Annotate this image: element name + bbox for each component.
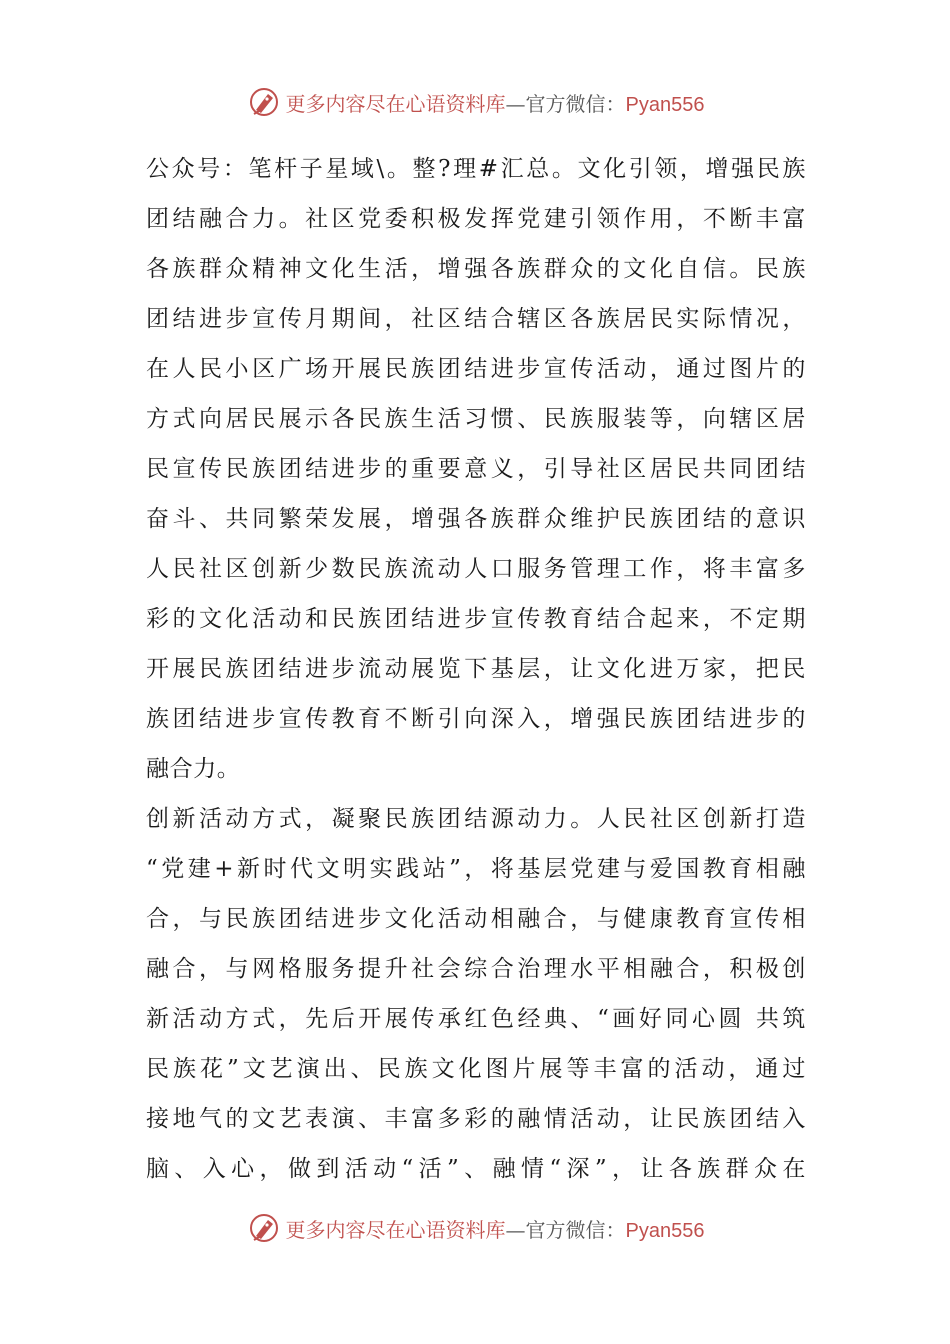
pen-nib-logo-icon <box>246 84 282 120</box>
text-line: 各族群众精神文化生活，增强各族群众的文化自信。民族 <box>146 256 806 282</box>
text-line: “党建+新时代文明实践站”，将基层党建与爱国教育相融 <box>146 856 806 882</box>
banner-text <box>286 1214 705 1243</box>
text-line: 新活动方式，先后开展传承红色经典、“画好同心圆 共筑 <box>146 1006 806 1032</box>
text-line: 团结融合力。社区党委积极发挥党建引领作用，不断丰富 <box>146 206 806 232</box>
text-line: 民族花”文艺演出、民族文化图片展等丰富的活动，通过 <box>146 1056 806 1082</box>
banner-wechat-label: 官方微信： <box>525 1217 626 1242</box>
text-line: 民宣传民族团结进步的重要意义，引导社区居民共同团结 <box>146 456 806 482</box>
text-line: 方式向居民展示各民族生活习惯、民族服装等，向辖区居 <box>146 406 806 432</box>
text-line: 合，与民族团结进步文化活动相融合，与健康教育宣传相 <box>146 906 806 932</box>
text-line: 奋斗、共同繁荣发展，增强各族群众维护民族团结的意识 <box>146 506 806 532</box>
banner-wechat-id: Pyan556 <box>625 93 705 116</box>
text-line: 融合，与网格服务提升社会综合治理水平相融合，积极创 <box>146 956 806 982</box>
banner-site-name: 更多内容尽在心语资料库 <box>285 91 506 116</box>
text-line: 开展民族团结进步流动展览下基层，让文化进万家，把民 <box>146 656 806 682</box>
text-line: 团结进步宣传月期间，社区结合辖区各族居民实际情况， <box>146 306 806 332</box>
text-line: 接地气的文艺表演、丰富多彩的融情活动，让民族团结入 <box>146 1106 806 1132</box>
banner-text <box>286 88 705 117</box>
text-line: 创新活动方式，凝聚民族团结源动力。人民社区创新打造 <box>146 806 806 832</box>
banner-dash: — <box>505 91 526 116</box>
text-line: 脑、入心，做到活动“活”、融情“深”，让各族群众在 <box>146 1156 806 1182</box>
document-body <box>146 144 806 1194</box>
text-line: 公众号：笔杆子星域\。整?理#汇总。文化引领，增强民族 <box>146 156 806 182</box>
text-line: 人民社区创新少数民族流动人口服务管理工作，将丰富多 <box>146 556 806 582</box>
footer-banner <box>0 1208 950 1248</box>
text-line: 在人民小区广场开展民族团结进步宣传活动，通过图片的 <box>146 356 806 382</box>
banner-wechat-label: 官方微信： <box>525 91 626 116</box>
banner-site-name: 更多内容尽在心语资料库 <box>285 1217 506 1242</box>
text-line: 族团结进步宣传教育不断引向深入，增强民族团结进步的 <box>146 706 806 732</box>
banner-wechat-id: Pyan556 <box>625 1219 705 1242</box>
header-banner <box>0 82 950 122</box>
banner-dash: — <box>505 1217 526 1242</box>
text-line: 融合力。 <box>146 756 241 782</box>
text-line: 彩的文化活动和民族团结进步宣传教育结合起来，不定期 <box>146 606 806 632</box>
pen-nib-logo-icon <box>246 1210 282 1246</box>
